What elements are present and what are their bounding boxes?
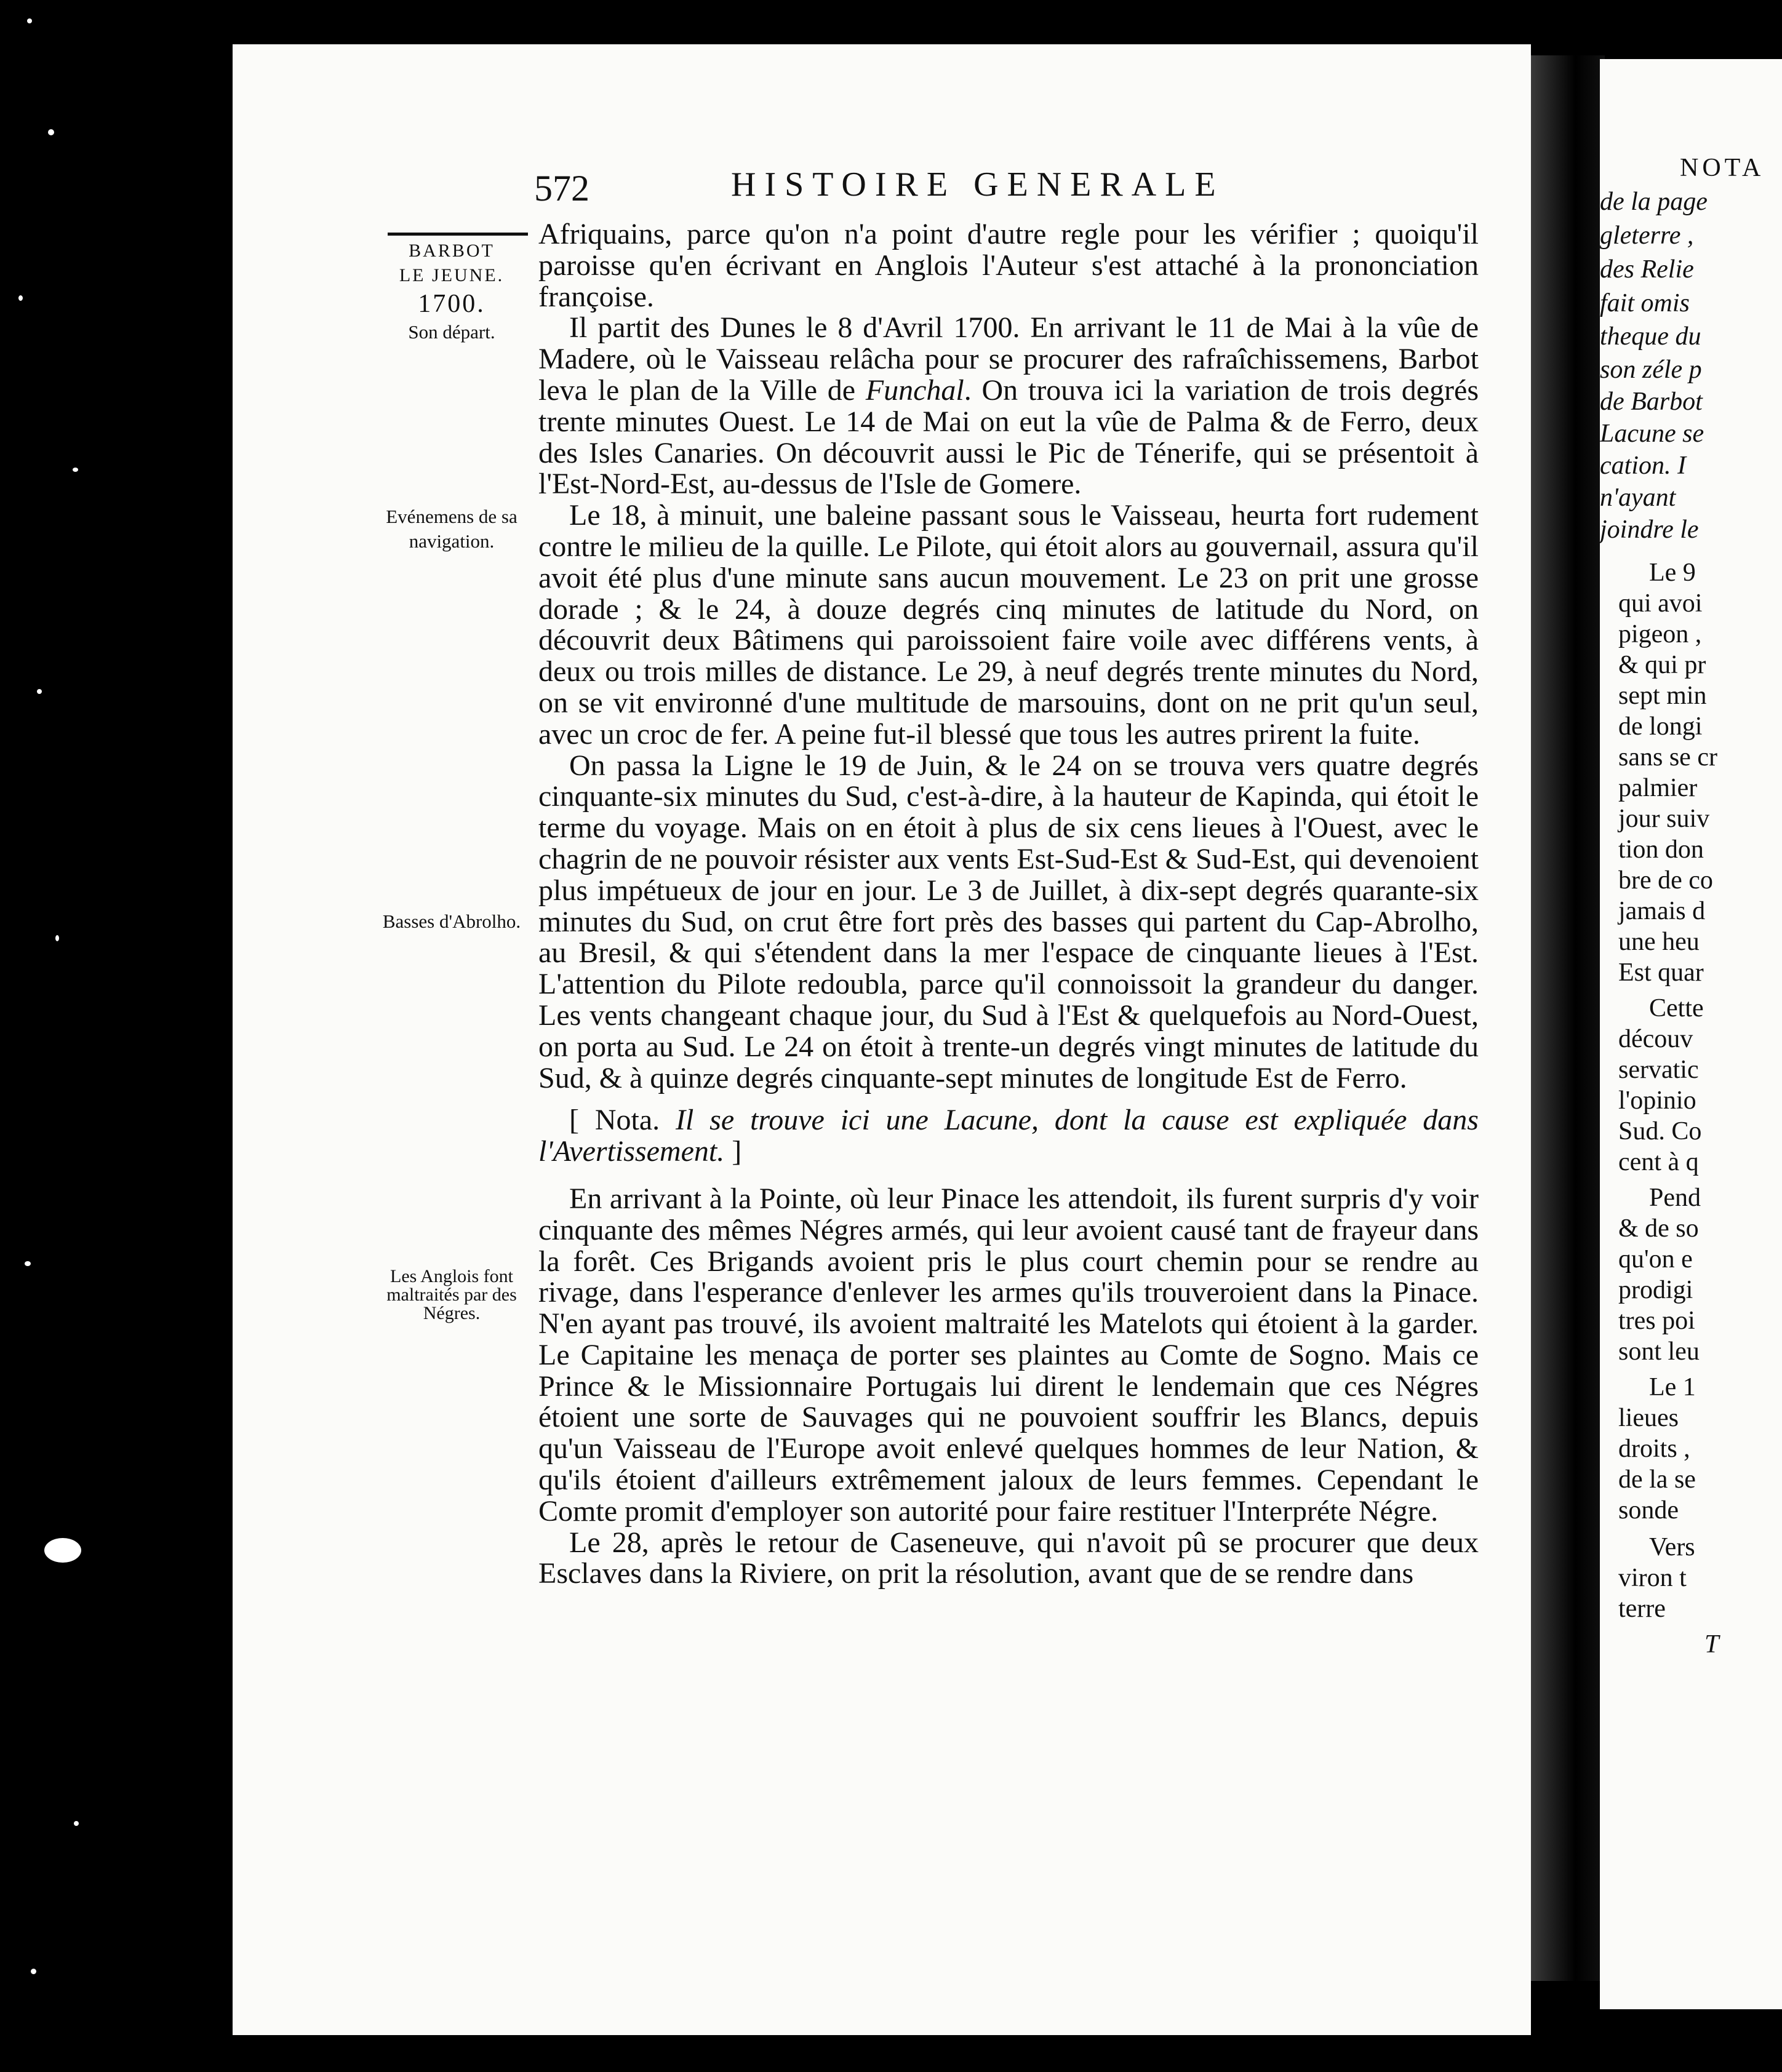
right-page-fragment — [1600, 59, 1782, 2009]
paragraph-5: En arrivant à la Pointe, où leur Pinace les attendoit, ils furent surpris d'y voir cinquante des mêmes Négres armés, qui leur avoient causé tant de frayeur dans la forêt. Ces Brigands avoient pris le plus court chemin pour se rendre au rivage, dans l'esperance d'enlever les armes qu'ils trouveroient dans la Pinace. N'en ayant pas trouvé, ils avoient maltraité les Matelots qui étoient à la garder. Le Capitaine les menaça de porter ses plaintes au Comte de Sogno. Mais ce Prince & le Missionnaire Portugais lui dirent le lendemain que ces Négres étoient une sorte de Sauvages qui ne pouvoient souffrir les Blancs, depuis qu'un Vaisseau de l'Europe avoit enlevé quelques hommes de leur Nation, & qu'ils étoient d'ailleurs extrêmement jaloux de leurs femmes. Cependant le Comte promit d'employer son autorité pour faire restituer l'Interpréte Négre. — [538, 1182, 1479, 1528]
right-page-line: bre de co — [1618, 866, 1713, 895]
editorial-nota — [538, 1105, 1479, 1168]
author-name: BARBOT — [409, 241, 495, 261]
page-number: 572 — [534, 168, 589, 209]
paragraph-2-text-a: Il partit des Dunes le 8 d'Avril 1700. En arrivant le 11 de Mai à la vûe de Madere, où le Vaisseau relâcha pour se procurer des rafraîchissemens, Barbot leva le plan de la Ville de — [538, 311, 1479, 407]
right-page-line: Sud. Co — [1618, 1117, 1702, 1146]
right-page-line: qu'on e — [1618, 1245, 1693, 1273]
right-page-line: pigeon , — [1618, 620, 1702, 648]
right-page-line: son zéle p — [1600, 356, 1702, 384]
right-page-line: de la page — [1600, 188, 1708, 216]
right-page-line: & de so — [1618, 1214, 1699, 1243]
nota-close: ] — [724, 1135, 742, 1168]
right-page-line: Cette — [1649, 994, 1704, 1022]
right-page-line: tres poi — [1618, 1307, 1695, 1335]
right-page-line: lieues — [1618, 1404, 1679, 1432]
margin-note-shoals: Basses d'Abrolho. — [382, 910, 521, 932]
right-page-line: de longi — [1618, 712, 1703, 741]
right-page-line: des Relie — [1600, 255, 1694, 284]
book-gutter — [1531, 55, 1605, 1981]
right-page-line: l'opinio — [1618, 1086, 1696, 1115]
right-page-line: découv — [1618, 1025, 1693, 1053]
right-page-line: gleterre , — [1600, 221, 1694, 250]
right-page-line: Lacune se — [1600, 420, 1704, 448]
paragraph-2 — [538, 313, 1479, 500]
margin-rule — [388, 233, 528, 236]
paragraph-2-text-b: . On trouva ici la variation de trois degrés trente minutes Ouest. Le 14 de Mai on eut la vûe de Palma & de Ferro, deux des Isles Canaries. On découvrit aussi le Pic de Ténerife, qui se présentoit à l'Est-Nord-Est, au-dessus de l'Isle de Gomere. — [538, 373, 1479, 501]
paragraph-3: Le 18, à minuit, une baleine passant sous le Vaisseau, heurta fort rudement contre le milieu de la quille. Le Pilote, qui étoit alors au gouvernail, assura qu'il avoit été plus d'une minute sans aucun mouvement. Le 23 on prit une grosse dorade ; & le 24, à douze degrés cinq minutes de latitude du Nord, on découvrit deux Bâtimens qui paroissoient faire voile avec différens vents, à deux ou trois milles de distance. Le 29, à neuf degrés trente minutes du Nord, on se vit environné d'une multitude de marsouins, dont on ne prit qu'un seul, avec un croc de fer. A peine fut-il blessé que tous les autres prirent la fuite. — [538, 499, 1479, 751]
nota-text: Il se trouve ici une Lacune, dont la cause est expliquée dans l'Avertissement. — [538, 1104, 1479, 1168]
margin-note-events: Evénemens de sa navigation. — [386, 506, 517, 552]
right-page-line: joindre le — [1600, 516, 1699, 544]
right-page-line: sans se cr — [1618, 743, 1717, 771]
right-page-line: prodigi — [1618, 1276, 1693, 1304]
right-page-line: sept min — [1618, 682, 1707, 710]
right-page-line: Est quar — [1618, 958, 1704, 987]
place-name-funchal: Funchal — [865, 373, 964, 407]
running-title: HISTOIRE GENERALE — [731, 165, 1225, 204]
right-page-line: droits , — [1618, 1435, 1690, 1463]
right-page-line: & qui pr — [1618, 651, 1706, 679]
right-page-line: servatic — [1618, 1056, 1699, 1084]
right-page-line: NOTA — [1680, 154, 1765, 182]
right-page-line: theque du — [1600, 322, 1701, 351]
margin-note-author — [369, 239, 534, 345]
year-note: 1700. — [418, 290, 485, 318]
right-page-line: qui avoi — [1618, 589, 1703, 618]
right-page-line: sont leu — [1618, 1337, 1700, 1366]
right-page-line: cent à q — [1618, 1148, 1699, 1176]
right-page-line: tion don — [1618, 835, 1704, 864]
right-page-line: de Barbot — [1600, 388, 1703, 416]
scan-border-noise — [0, 0, 228, 2072]
right-page-line: n'ayant — [1600, 484, 1676, 512]
right-page-line: Pend — [1649, 1184, 1701, 1212]
right-page-line: T — [1704, 1630, 1719, 1659]
departure-note: Son départ. — [408, 321, 495, 343]
right-page-line: cation. I — [1600, 452, 1686, 480]
right-page-line: une heu — [1618, 928, 1700, 956]
right-page-line: sonde — [1618, 1496, 1679, 1524]
paragraph-4: On passa la Ligne le 19 de Juin, & le 24 on se trouva vers quatre degrés cinquante-six minutes du Sud, c'est-à-dire, à la hauteur de Kapinda, qui étoit le terme du voyage. Mais on en étoit à plus de six cens lieues à l'Ouest, avec le chagrin de ne pouvoir résister aux vents Est-Sud-Est & Sud-Est, qui devenoient plus impétueux de jour en jour. Le 3 de Juillet, à dix-sept degrés quarante-six minutes du Sud, on crut être fort près des basses qui partent du Cap-Abrolho, au Bresil, & qui s'étendent dans la mer l'espace de cinquante lieues à l'Est. L'attention du Pilote redoubla, parce qu'il connoissoit la grandeur du danger. Les vents changeant chaque jour, du Sud à l'Est & quelquefois au Nord-Ouest, on porta au Sud. Le 24 on étoit à trente-un degrés vingt minutes de latitude du Sud, & à quinze degrés cinquante-sept minutes de longitude Est de Ferro. — [538, 749, 1479, 1094]
right-page-line: viron t — [1618, 1564, 1687, 1592]
paragraph-6: Le 28, après le retour de Caseneuve, qui n'avoit pû se procurer que deux Esclaves dans la Riviere, on prit la résolution, avant que de se rendre dans — [538, 1526, 1479, 1590]
right-page-line: palmier — [1618, 774, 1698, 802]
right-page-line: Le 1 — [1649, 1373, 1696, 1401]
nota-label: [ Nota. — [569, 1104, 676, 1137]
right-page-line: terre — [1618, 1595, 1666, 1623]
right-page-line: fait omis — [1600, 289, 1690, 317]
body-text — [538, 219, 1479, 1590]
right-page-line: de la se — [1618, 1465, 1696, 1494]
margin-note-mistreated: Les Anglois font maltraités par des Négres. — [386, 1266, 517, 1323]
right-page-line: jamais d — [1618, 897, 1706, 925]
right-page-line: Le 9 — [1649, 559, 1696, 587]
right-page-line: Vers — [1649, 1533, 1695, 1561]
paragraph-1: Afriquains, parce qu'on n'a point d'autre regle pour les vérifier ; quoiqu'il paroisse qu'en écrivant en Anglois l'Auteur s'est attaché à la prononciation françoise. — [538, 218, 1479, 313]
author-epithet: LE JEUNE. — [399, 265, 505, 285]
right-page-line: jour suiv — [1618, 805, 1710, 833]
